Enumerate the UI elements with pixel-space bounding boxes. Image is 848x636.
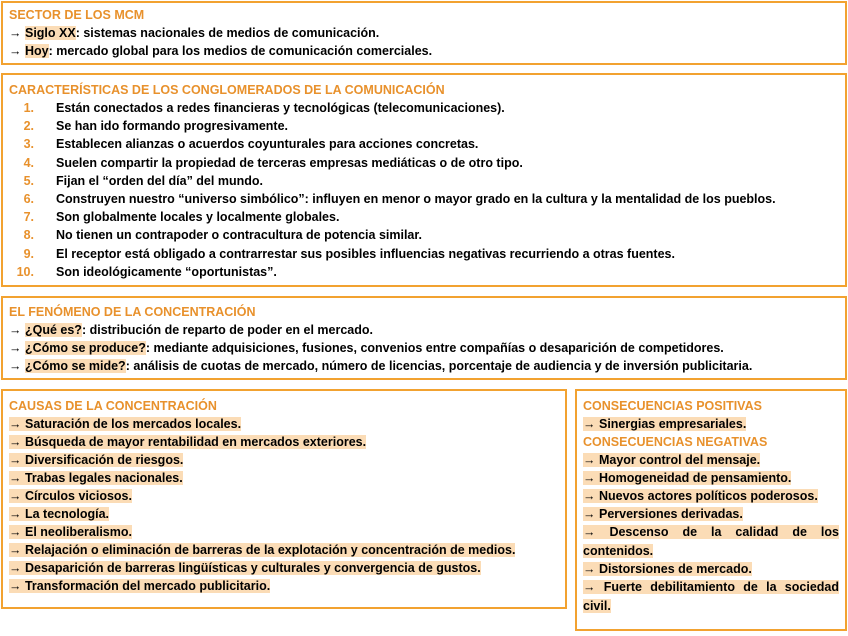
causa-item: [9, 541, 559, 559]
item-number: 6.: [23, 192, 34, 207]
fenomeno-term: ¿Qué es?: [24, 323, 82, 337]
arrow-icon: →: [583, 453, 596, 467]
fenomeno-box: [1, 296, 847, 380]
arrow-icon: →: [583, 580, 596, 594]
arrow-icon: →: [9, 543, 22, 557]
causa-text: Círculos viciosos.: [24, 489, 132, 503]
causa-item: [9, 415, 559, 433]
negativa-text: Distorsiones de mercado.: [598, 562, 752, 576]
arrow-icon: →: [9, 471, 22, 485]
negativa-text: Homogeneidad de pensamiento.: [598, 471, 792, 485]
item-number: 1.: [23, 101, 34, 115]
arrow-icon: →: [9, 561, 22, 575]
negativa-text: Fuerte debilitamiento de la sociedad civil.: [583, 580, 839, 613]
fenomeno-title: EL FENÓMENO DE LA CONCENTRACIÓN: [9, 305, 256, 319]
negativa-item: [583, 523, 839, 560]
item-text: El receptor está obligado a contrarrestar sus posibles influencias negativas recurriendo a otras fuentes.: [56, 246, 675, 261]
causa-item: [9, 523, 559, 541]
sector-text: : mercado global para los medios de comunicación comerciales.: [48, 44, 433, 58]
list-item: [9, 245, 839, 263]
item-text: Son ideológicamente “oportunistas”.: [56, 264, 277, 279]
fenomeno-text: : mediante adquisiciones, fusiones, convenios entre compañías o desaparición de competidores.: [145, 341, 724, 355]
list-item: [9, 99, 839, 117]
arrow-icon: →: [583, 417, 596, 431]
negativa-item: [583, 578, 839, 615]
list-item: [9, 117, 839, 135]
list-item: [9, 190, 839, 208]
causa-text: Transformación del mercado publicitario.: [24, 579, 271, 593]
causa-item: [9, 469, 559, 487]
fenomeno-item: [9, 339, 839, 357]
sector-item: [9, 24, 839, 42]
item-number: 3.: [23, 137, 34, 152]
causas-box: [1, 389, 567, 609]
item-number: 9.: [23, 246, 34, 261]
arrow-icon: →: [583, 562, 596, 576]
item-number: 7.: [23, 210, 34, 225]
causa-text: La tecnología.: [24, 507, 110, 521]
list-item: [9, 154, 839, 172]
list-item: [9, 208, 839, 226]
causa-item: [9, 451, 559, 469]
negativa-item: [583, 560, 839, 578]
negativa-item: [583, 487, 839, 505]
arrow-icon: →: [583, 525, 596, 539]
causa-item: [9, 487, 559, 505]
causa-text: Diversificación de riesgos.: [24, 453, 184, 467]
caracteristicas-title: CARACTERÍSTICAS DE LOS CONGLOMERADOS DE LA COMUNICACIÓN: [9, 83, 445, 97]
item-number: 10.: [16, 264, 34, 279]
arrow-icon: →: [9, 489, 22, 503]
sector-text: : sistemas nacionales de medios de comunicación.: [75, 26, 380, 40]
positiva-text: Sinergias empresariales.: [598, 417, 747, 431]
caracteristicas-box: [1, 73, 847, 287]
list-item: [9, 172, 839, 190]
arrow-icon: →: [9, 579, 22, 593]
consecuencias-positivas-title: CONSECUENCIAS POSITIVAS: [583, 399, 762, 413]
fenomeno-term: ¿Cómo se mide?: [24, 359, 126, 373]
item-text: Fijan el “orden del día” del mundo.: [56, 173, 263, 188]
negativa-text: Mayor control del mensaje.: [598, 453, 761, 467]
arrow-icon: →: [9, 323, 22, 337]
arrow-icon: →: [583, 489, 596, 503]
item-number: 2.: [23, 119, 34, 134]
negativa-text: Descenso de la calidad de los contenidos.: [583, 525, 839, 558]
sector-item: [9, 42, 839, 60]
causa-text: Saturación de los mercados locales.: [24, 417, 242, 431]
fenomeno-item: [9, 357, 839, 375]
arrow-icon: →: [583, 471, 596, 485]
causa-item: [9, 559, 559, 577]
item-text: No tienen un contrapoder o contracultura de potencia similar.: [56, 228, 423, 243]
negativa-item: [583, 505, 839, 523]
item-text: Se han ido formando progresivamente.: [56, 119, 288, 134]
causa-item: [9, 433, 559, 451]
causa-item: [9, 577, 559, 595]
arrow-icon: →: [583, 507, 596, 521]
positiva-item: [583, 415, 839, 433]
fenomeno-text: : distribución de reparto de poder en el mercado.: [81, 323, 373, 337]
sector-term: Hoy: [24, 44, 49, 58]
caracteristicas-list: [9, 99, 839, 281]
causas-title: CAUSAS DE LA CONCENTRACIÓN: [9, 399, 217, 413]
item-number: 5.: [23, 173, 34, 188]
arrow-icon: →: [9, 26, 22, 40]
item-number: 8.: [23, 228, 34, 243]
arrow-icon: →: [9, 341, 22, 355]
arrow-icon: →: [9, 507, 22, 521]
causa-text: Relajación o eliminación de barreras de la explotación y concentración de medios.: [24, 543, 516, 557]
negativa-item: [583, 469, 839, 487]
arrow-icon: →: [9, 417, 22, 431]
arrow-icon: →: [9, 453, 22, 467]
item-text: Establecen alianzas o acuerdos coyunturales para acciones concretas.: [56, 137, 479, 152]
causa-text: El neoliberalismo.: [24, 525, 132, 539]
item-text: Suelen compartir la propiedad de terceras empresas mediáticas o de otro tipo.: [56, 155, 523, 170]
item-text: Están conectados a redes financieras y tecnológicas (telecomunicaciones).: [56, 101, 505, 115]
causa-item: [9, 505, 559, 523]
fenomeno-item: [9, 321, 839, 339]
item-text: Construyen nuestro “universo simbólico”: influyen en menor o mayor grado en la cultura y la mentalidad de los pueblos.: [56, 192, 776, 207]
arrow-icon: →: [9, 44, 22, 58]
causa-text: Búsqueda de mayor rentabilidad en mercados exteriores.: [24, 435, 367, 449]
fenomeno-text: : análisis de cuotas de mercado, número de licencias, porcentaje de audiencia y de inversión publicitaria.: [125, 359, 753, 373]
sector-box: [1, 1, 847, 65]
negativa-text: Nuevos actores políticos poderosos.: [598, 489, 818, 503]
causa-text: Trabas legales nacionales.: [24, 471, 183, 485]
list-item: [9, 135, 839, 153]
arrow-icon: →: [9, 435, 22, 449]
fenomeno-term: ¿Cómo se produce?: [24, 341, 146, 355]
item-text: Son globalmente locales y localmente globales.: [56, 210, 340, 225]
sector-term: Siglo XX: [24, 26, 76, 40]
causa-text: Desaparición de barreras lingüísticas y culturales y convergencia de gustos.: [24, 561, 481, 575]
arrow-icon: →: [9, 525, 22, 539]
list-item: [9, 263, 839, 281]
negativa-text: Perversiones derivadas.: [598, 507, 743, 521]
list-item: [9, 226, 839, 244]
item-number: 4.: [23, 155, 34, 170]
negativa-item: [583, 451, 839, 469]
consecuencias-box: [575, 389, 847, 631]
sector-title: SECTOR DE LOS MCM: [9, 8, 145, 22]
consecuencias-negativas-title: CONSECUENCIAS NEGATIVAS: [583, 435, 768, 449]
arrow-icon: →: [9, 359, 22, 373]
